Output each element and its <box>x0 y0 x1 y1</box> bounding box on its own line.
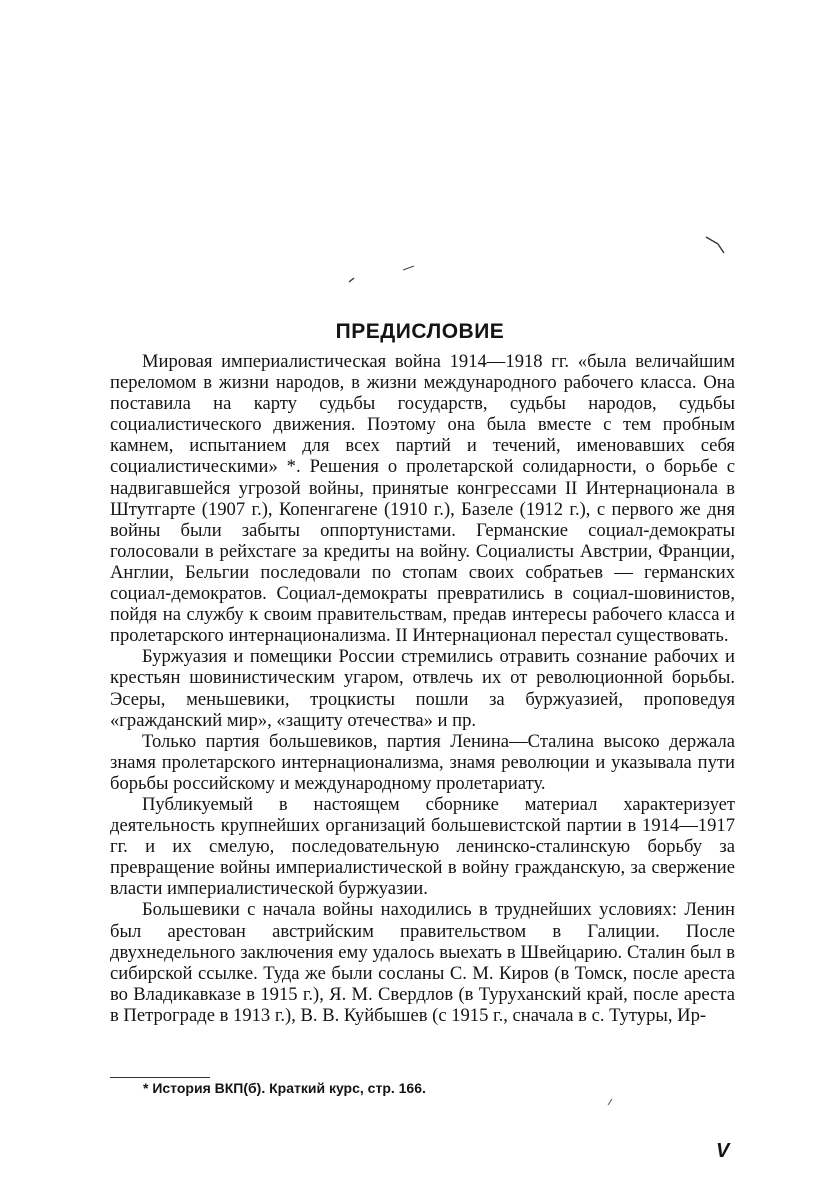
body-text <box>110 351 735 1026</box>
page-title: ПРЕДИСЛОВИЕ <box>335 320 505 343</box>
footnote: * История ВКП(б). Краткий курс, стр. 166. <box>143 1080 426 1096</box>
paragraph: Буржуазия и помещики России стремились отравить сознание рабочих и крестьян шовинистическим угаром, отвлечь их от революционной борьбы. Эсеры, меньшевики, троцкисты пошли за буржуазией, проповедуя «гражданский мир», «защиту отечества» и пр. <box>110 646 735 731</box>
paragraph: Большевики с начала войны находились в труднейших условиях: Ленин был арестован австрийским правительством в Галиции. После двухнедельного заключения ему удалось выехать в Швейцарию. Сталин был в сибирской ссылке. Туда же были сосланы С. М. Киров (в Томск, после ареста во Владикавказе в 1915 г.), Я. М. Свердлов (в Туруханский край, после ареста в Петрограде в 1913 г.), В. В. Куйбышев (с 1915 г., сначала в с. Тутуры, Ир- <box>110 899 735 1026</box>
paragraph: Публикуемый в настоящем сборнике материал характеризует деятельность крупнейших организаций большевистской партии в 1914—1917 гг. и их смелую, последовательную ленинско-сталинскую борьбу за превращение войны империалистической в войну гражданскую, за свержение власти империалистической буржуазии. <box>110 793 735 900</box>
paragraph: Мировая империалистическая война 1914—1918 гг. «была величайшим переломом в жизни народов, в жизни международного рабочего класса. Она поставила на карту судьбы государств, судьбы народов, судьбы социалистического движения. Поэтому она была вместе с тем пробным камнем, испытанием для всех партий и течений, именовавших себя социалистическими» *. Решения о пролетарской солидарности, о борьбе с надвигавшейся угрозой войны, принятые конгрессами II Интернационала в Штутгарте (1907 г.), Копенгагене (1910 г.), Базеле (1912 г.), с первого же дня войны были забыты оппортунистами. Германские социал-демократы голосовали в рейхстаге за кредиты на войну. Социалисты Австрии, Франции, Англии, Бельгии последовали по стопам своих собратьев — германских социал-демократов. Социал-демократы превратились в социал-шовинистов, пойдя на службу к своим правительствам, предав интересы рабочего класса и пролетарского интернационализма. II Интернационал перестал существовать. <box>110 351 735 647</box>
footnote-divider <box>110 1077 210 1078</box>
paragraph: Только партия большевиков, партия Ленина—Сталина высоко держала знамя пролетарского интернационализма, знамя революции и указывала пути борьбы российскому и международному пролетариату. <box>110 730 735 794</box>
page-number: V <box>716 1140 730 1162</box>
